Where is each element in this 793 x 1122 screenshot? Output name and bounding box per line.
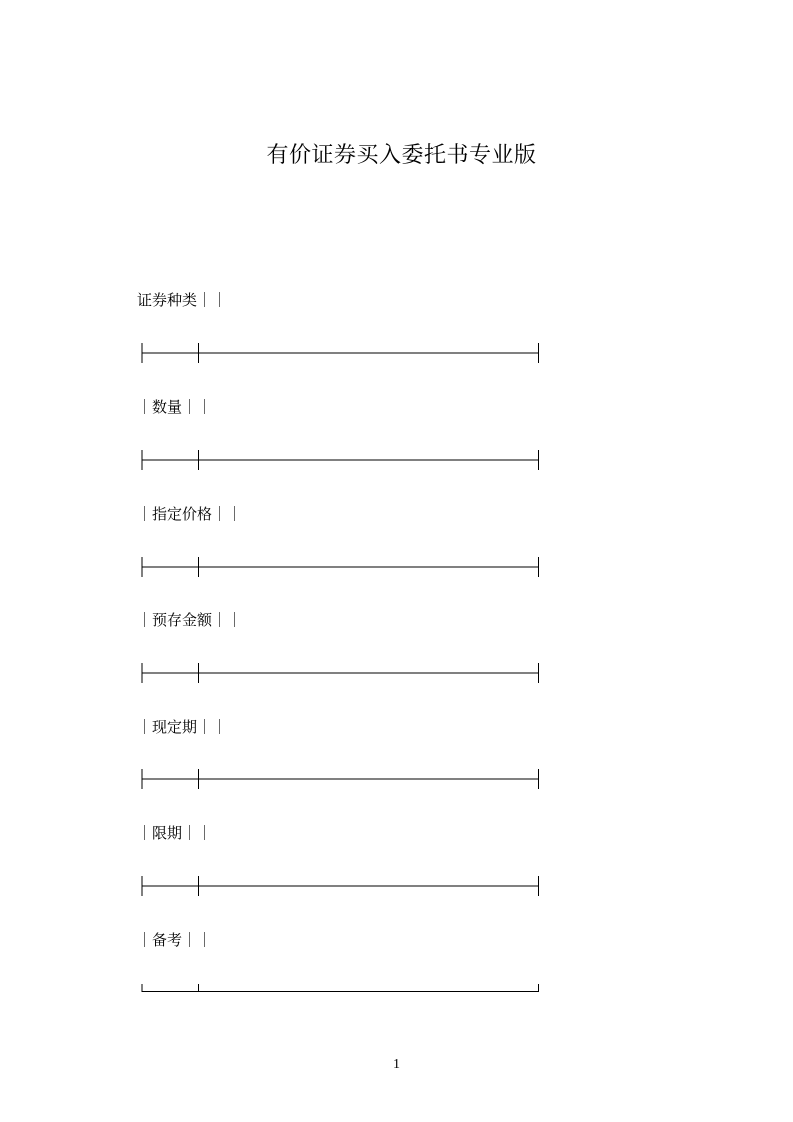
field-label-quantity: ｜数量｜｜ xyxy=(137,398,213,416)
field-label-fixed-term: ｜现定期｜｜ xyxy=(137,718,228,736)
table-rule xyxy=(140,663,541,683)
field-label-deposit-amount: ｜预存金额｜｜ xyxy=(137,611,243,629)
field-label-specified-price: ｜指定价格｜｜ xyxy=(137,505,243,523)
table-rule xyxy=(140,450,541,470)
field-label-remarks: ｜备考｜｜ xyxy=(137,931,213,949)
table-rule xyxy=(140,343,541,363)
table-rule xyxy=(140,557,541,577)
table-rule xyxy=(140,769,541,789)
field-label-time-limit: ｜限期｜｜ xyxy=(137,824,213,842)
table-rule xyxy=(140,876,541,896)
field-label-security-type: 证券种类｜｜ xyxy=(137,291,228,309)
page-number: 1 xyxy=(393,1057,400,1072)
document-title: 有价证券买入委托书专业版 xyxy=(266,143,537,168)
table-bottom-rule xyxy=(140,981,541,1001)
